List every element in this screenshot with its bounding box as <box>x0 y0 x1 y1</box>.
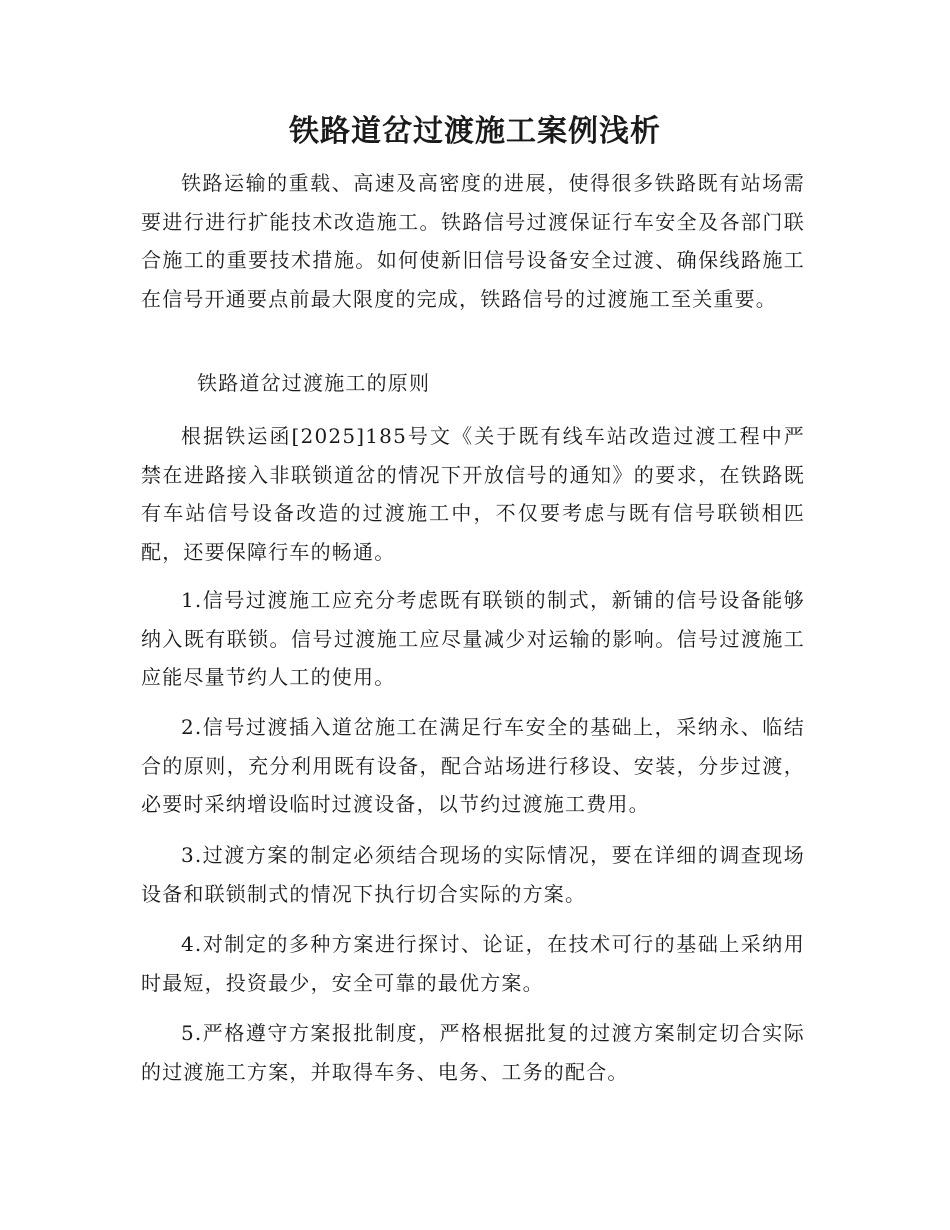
document-title: 铁路道岔过渡施工案例浅析 <box>289 114 661 149</box>
principle-item-1: 1.信号过渡施工应充分考虑既有联锁的制式，新铺的信号设备能够纳入既有联锁。信号过渡施工应尽量减少对运输的影响。信号过渡施工应能尽量节约人工的使用。 <box>141 588 805 689</box>
basis-paragraph: 根据铁运函[2025]185号文《关于既有线车站改造过渡工程中严禁在进路接入非联锁道岔的情况下开放信号的通知》的要求，在铁路既有车站信号设备改造的过渡施工中，不仅要考虑与既有信号联锁相匹配，还要保障行车的畅通。 <box>141 424 805 564</box>
principle-item-2: 2.信号过渡插入道岔施工在满足行车安全的基础上，采纳永、临结合的原则，充分利用既有设备，配合站场进行移设、安装，分步过渡，必要时采纳增设临时过渡设备，以节约过渡施工费用。 <box>141 715 805 816</box>
principle-item-3: 3.过渡方案的制定必须结合现场的实际情况，要在详细的调查现场设备和联锁制式的情况下执行切合实际的方案。 <box>141 843 805 906</box>
principle-item-4: 4.对制定的多种方案进行探讨、论证，在技术可行的基础上采纳用时最短，投资最少，安全可靠的最优方案。 <box>141 932 805 995</box>
principle-item-5: 5.严格遵守方案报批制度，严格根据批复的过渡方案制定切合实际的过渡施工方案，并取得车务、电务、工务的配合。 <box>141 1021 805 1084</box>
intro-paragraph: 铁路运输的重载、高速及高密度的进展，使得很多铁路既有站场需要进行进行扩能技术改造施工。铁路信号过渡保证行车安全及各部门联合施工的重要技术措施。如何使新旧信号设备安全过渡、确保线路施工在信号开通要点前最大限度的完成，铁路信号的过渡施工至关重要。 <box>141 171 805 311</box>
section-heading: 铁路道岔过渡施工的原则 <box>197 371 431 395</box>
